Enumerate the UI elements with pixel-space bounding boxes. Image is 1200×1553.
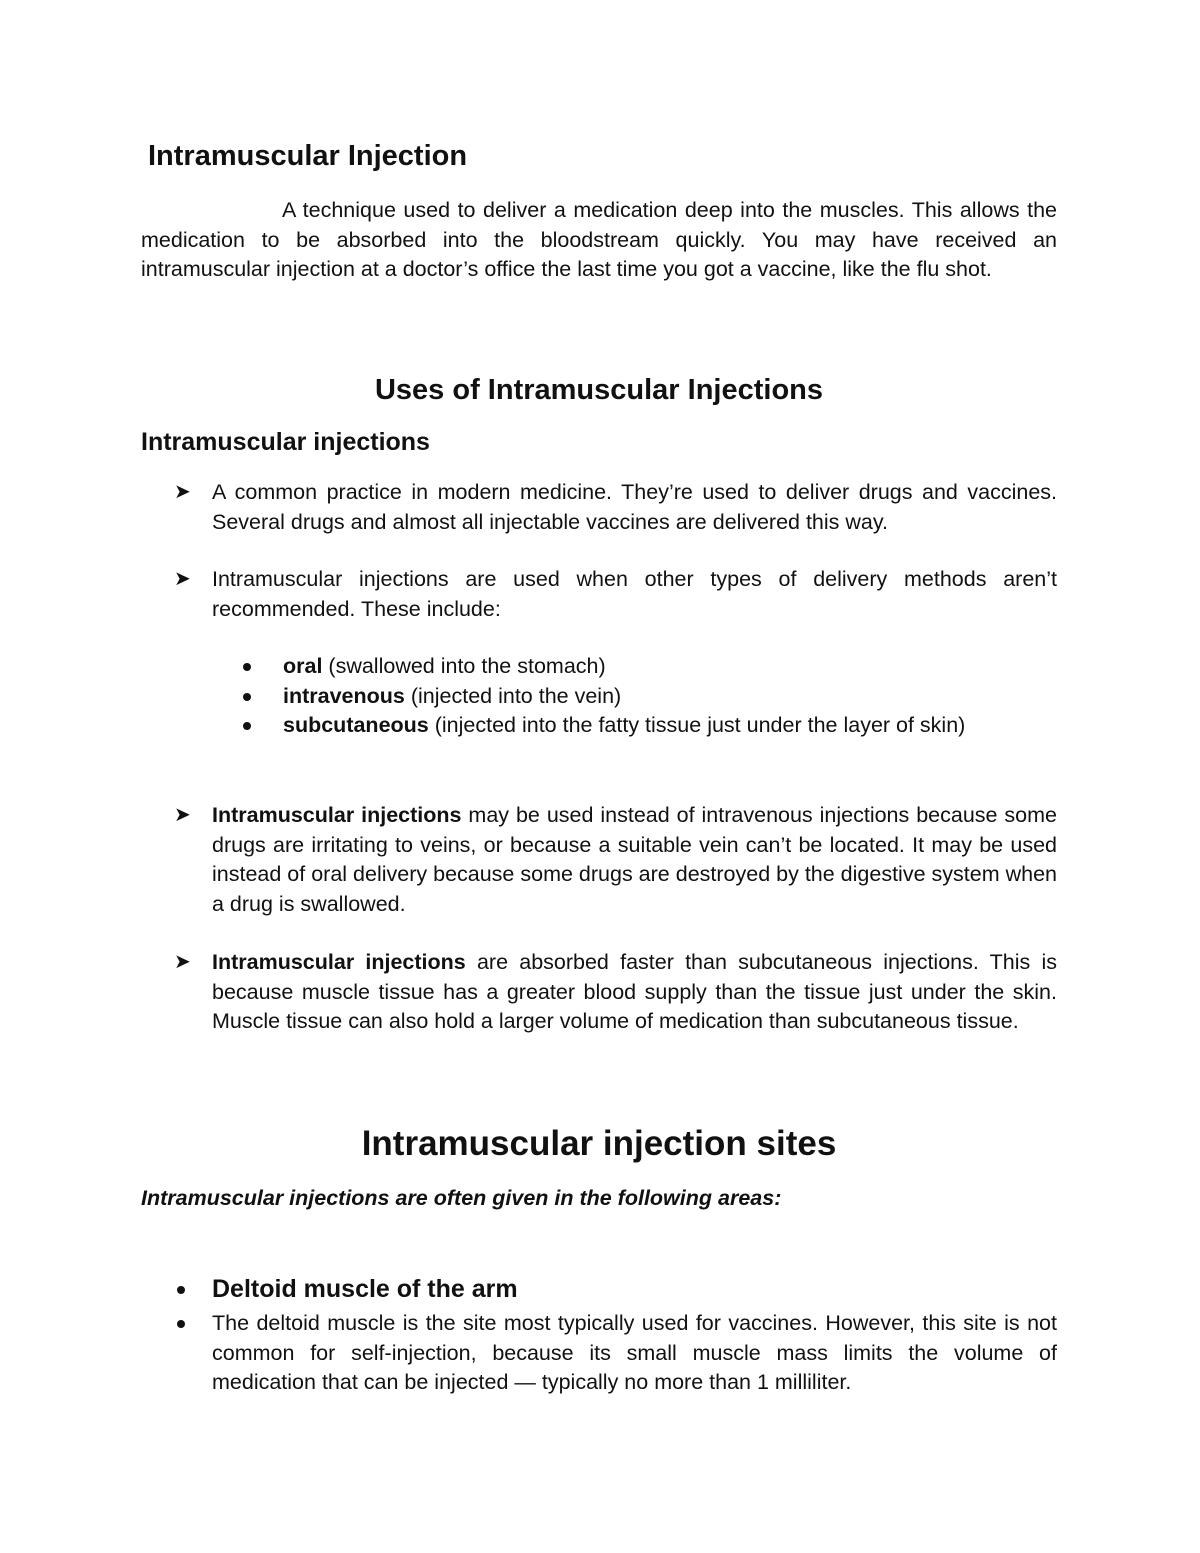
arrow-list-item: ➤ Intramuscular injections may be used instead of intravenous injections because some drugs are irritating to veins, or because a suitable vein can’t be located. It may be used instead of oral delivery because some drugs are destroyed by the digestive system when a drug is swallowed.: [174, 803, 1057, 916]
arrow-list-item: ➤ Intramuscular injections are used when other types of delivery methods aren’t recommended. These include:: [174, 567, 1057, 621]
bullet-icon: [243, 722, 251, 730]
bullet-icon: [243, 663, 251, 671]
bullet-icon: [177, 1286, 185, 1294]
arrow-bullet-icon: ➤: [174, 481, 191, 503]
method-list-item: subcutaneous (injected into the fatty tissue just under the layer of skin): [243, 711, 965, 741]
site-heading-item: Deltoid muscle of the arm: [172, 1275, 518, 1304]
arrow-bullet-icon: ➤: [174, 804, 191, 826]
method-list-item: oral (swallowed into the stomach): [243, 652, 606, 682]
page-title: Intramuscular Injection: [148, 140, 468, 172]
uses-subheading: Intramuscular injections: [141, 428, 430, 456]
arrow-bullet-icon: ➤: [174, 951, 191, 973]
sites-heading: Intramuscular injection sites: [361, 1124, 837, 1163]
uses-heading: Uses of Intramuscular Injections: [374, 374, 823, 406]
sites-intro: Intramuscular injections are often given in the following areas:: [141, 1186, 782, 1210]
arrow-list-item: ➤ A common practice in modern medicine. They’re used to deliver drugs and vaccines. Several drugs and almost all injectable vaccines are delivered this way.: [174, 480, 1057, 534]
site-description-item: The deltoid muscle is the site most typically used for vaccines. However, this site is not common for self-injection, because its small muscle mass limits the volume of medication that can be injected — typically no more than 1 milliliter.: [172, 1309, 1057, 1398]
bullet-icon: [243, 693, 251, 701]
arrow-list-item: ➤ Intramuscular injections are absorbed faster than subcutaneous injections. This is because muscle tissue has a greater blood supply than the tissue just under the skin. Muscle tissue can also hold a larger volume of medication than subcutaneous tissue.: [174, 950, 1057, 1033]
bullet-icon: [177, 1320, 185, 1328]
intro-paragraph: [141, 196, 1057, 285]
method-list-item: intravenous (injected into the vein): [243, 682, 621, 712]
arrow-bullet-icon: ➤: [174, 568, 191, 590]
intro-text: A technique used to deliver a medication deep into the muscles. This allows the medication to be absorbed into the bloodstream quickly. You may have received an intramuscular injection at a doctor’s office the last time you got a vaccine, like the flu shot.: [141, 198, 1057, 281]
